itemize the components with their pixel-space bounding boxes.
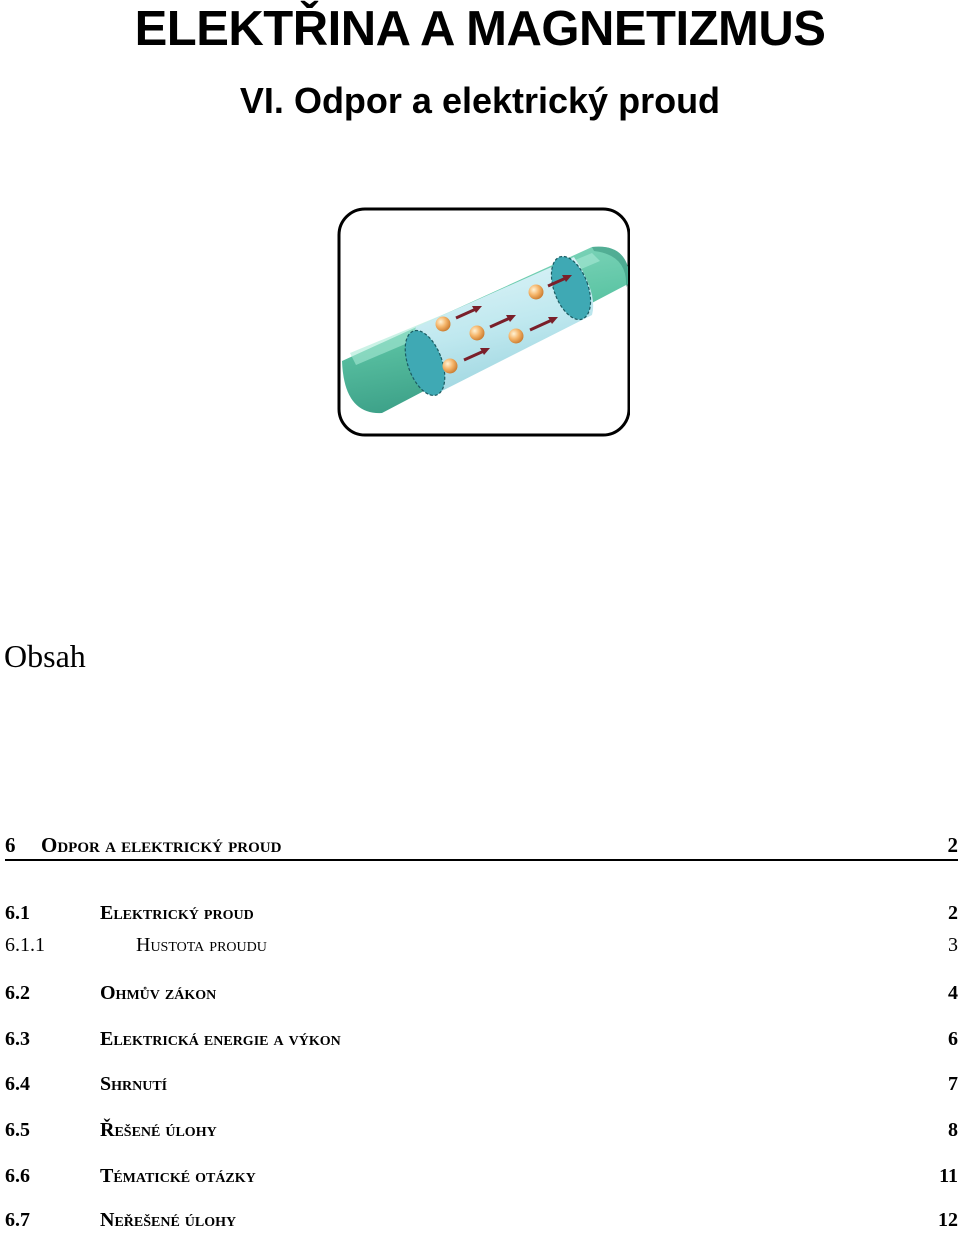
toc-entry-page: 11 <box>939 1165 958 1187</box>
toc-entry-row[interactable] <box>5 980 958 1010</box>
toc-entry-number: 6.5 <box>5 1119 30 1141</box>
toc-entry-page: 6 <box>948 1028 958 1050</box>
toc-entry-row[interactable] <box>5 1117 958 1147</box>
toc-entry-number: 6.3 <box>5 1028 30 1050</box>
toc-entry-row[interactable] <box>5 1207 958 1237</box>
toc-entry-row[interactable] <box>5 1026 958 1056</box>
toc-chapter-page: 2 <box>947 833 958 857</box>
document-subtitle: VI. Odpor a elektrický proud <box>239 80 721 121</box>
toc-entry-label: Elektrická energie a výkon <box>100 1028 341 1050</box>
toc-entry-number: 6.1 <box>5 902 30 924</box>
toc-entry-page: 12 <box>938 1209 958 1231</box>
toc-entry-label: Tématické otázky <box>100 1165 256 1187</box>
toc-chapter-row[interactable] <box>5 832 958 861</box>
toc-entry-page: 3 <box>948 934 958 956</box>
document-title: ELEKTŘINA A MAGNETIZMUS <box>134 2 826 56</box>
toc-entry-label: Hustota proudu <box>136 934 267 956</box>
toc-chapter-number: 6 <box>5 833 16 857</box>
toc-entry-page: 8 <box>948 1119 958 1141</box>
toc-entry-row[interactable] <box>5 1071 958 1101</box>
toc-chapter-label: Odpor a elektrický proud <box>41 833 282 857</box>
toc-entry-number: 6.7 <box>5 1209 30 1231</box>
toc-entry-label: Neřešené úlohy <box>100 1209 237 1231</box>
toc-entry-label: Shrnutí <box>100 1073 168 1095</box>
toc-heading: Obsah <box>4 638 86 674</box>
toc-entry-page: 4 <box>948 982 958 1004</box>
toc-entry-number: 6.2 <box>5 982 30 1004</box>
toc-entry-row[interactable] <box>5 900 958 930</box>
toc-entry-number: 6.4 <box>5 1073 30 1095</box>
toc-entry-row[interactable] <box>5 1163 958 1193</box>
toc-entry-number: 6.1.1 <box>5 934 45 956</box>
toc-entry-page: 2 <box>948 902 958 924</box>
toc-entry-label: Ohmův zákon <box>100 982 217 1004</box>
toc-entry-number: 6.6 <box>5 1165 30 1187</box>
toc-entry-page: 7 <box>948 1073 958 1095</box>
toc-entry-label: Elektrický proud <box>100 902 254 924</box>
toc-entry-label: Řešené úlohy <box>100 1119 217 1141</box>
toc-entry-row[interactable] <box>5 932 958 962</box>
